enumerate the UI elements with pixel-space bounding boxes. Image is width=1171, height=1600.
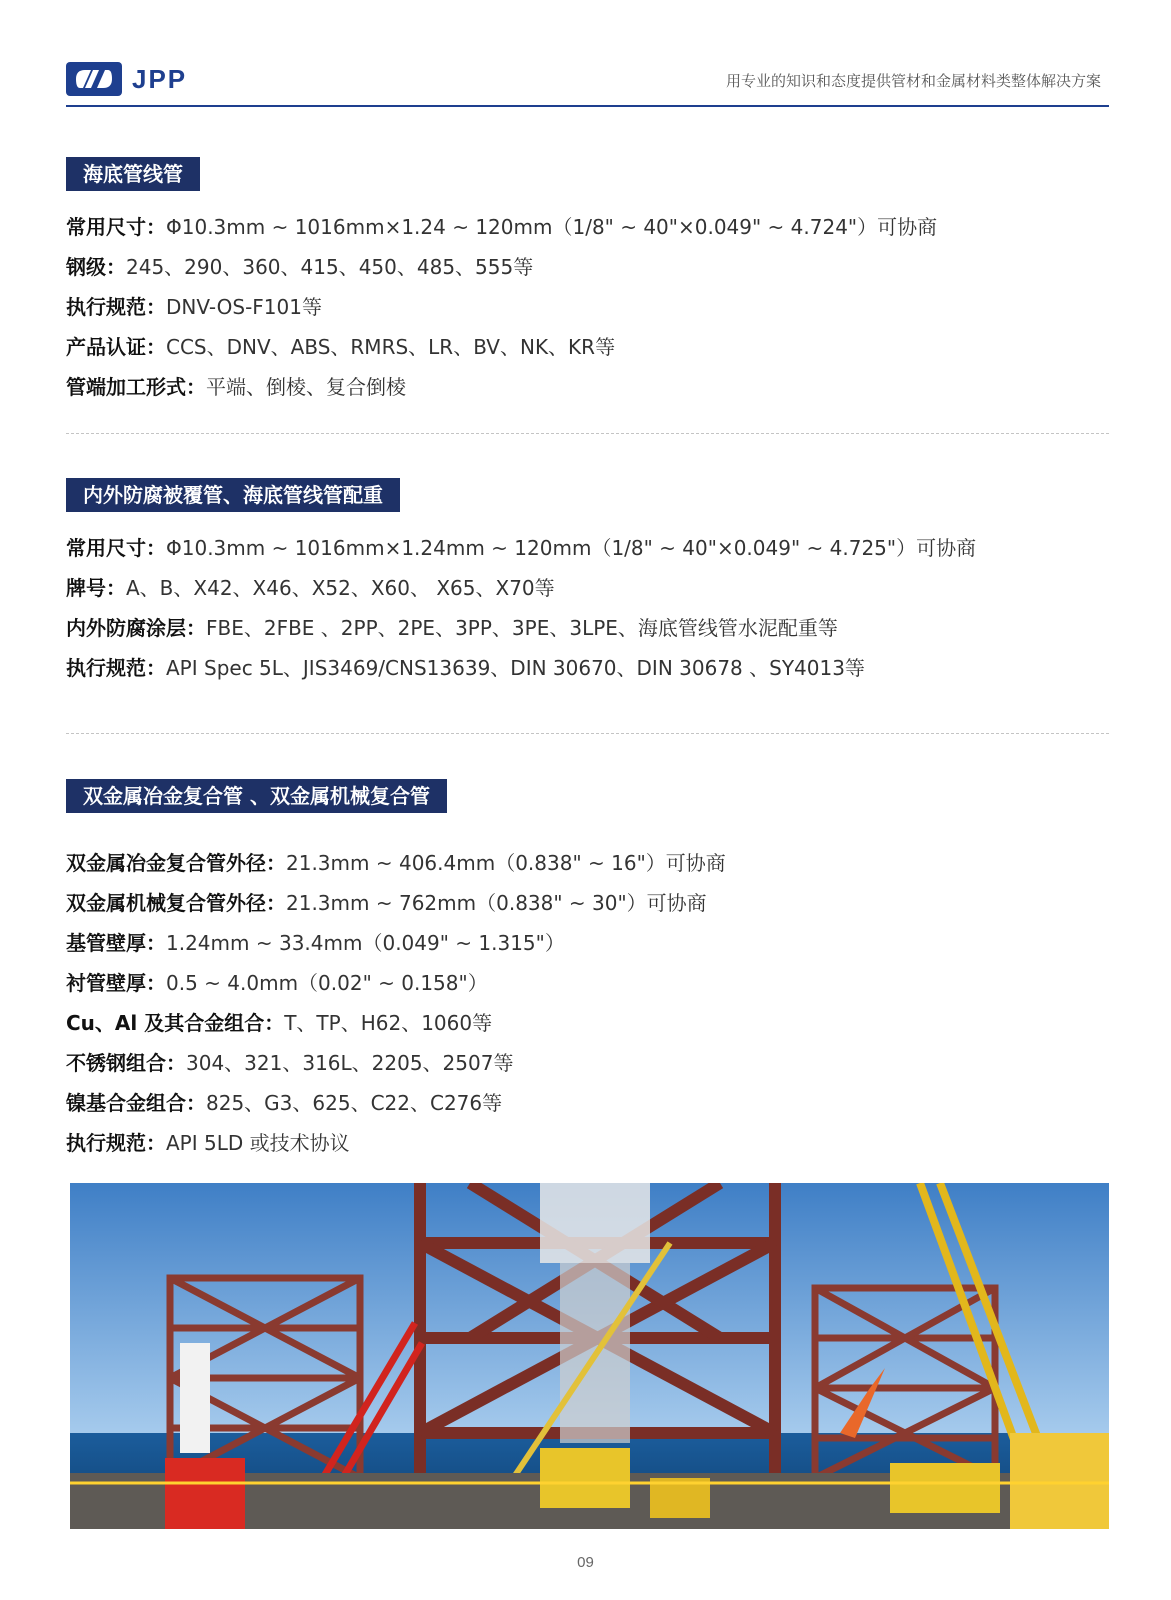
spec-value: API 5LD 或技术协议 bbox=[166, 1131, 350, 1155]
spec-key: Cu、Al 及其合金组合： bbox=[66, 1011, 285, 1035]
spec-value: 0.5 ~ 4.0mm（0.02" ~ 0.158"） bbox=[166, 971, 488, 995]
spec-key: 常用尺寸： bbox=[66, 215, 166, 239]
spec-value: 245、290、360、415、450、485、555等 bbox=[126, 255, 534, 279]
spec-line bbox=[66, 1003, 1109, 1043]
header-divider bbox=[66, 105, 1109, 107]
jpp-logo-icon bbox=[66, 62, 122, 96]
header-tagline: 用专业的知识和态度提供管材和金属材料类整体解决方案 bbox=[725, 72, 1101, 90]
section-title: 海底管线管 bbox=[66, 157, 200, 191]
section-title: 双金属冶金复合管 、双金属机械复合管 bbox=[66, 779, 447, 813]
spec-line bbox=[66, 963, 1109, 1003]
spec-line bbox=[66, 327, 1109, 367]
spec-value: 1.24mm ~ 33.4mm（0.049" ~ 1.315"） bbox=[166, 931, 565, 955]
spec-key: 不锈钢组合： bbox=[66, 1051, 186, 1075]
spec-value: A、B、X42、X46、X52、X60、 X65、X70等 bbox=[126, 576, 555, 600]
offshore-rig-photo bbox=[70, 1183, 1109, 1529]
spec-line bbox=[66, 1083, 1109, 1123]
logo-text: JPP bbox=[132, 63, 188, 94]
spec-value: Φ10.3mm ~ 1016mm×1.24mm ~ 120mm（1/8" ~ 40"×0.049" ~ 4.725"）可协商 bbox=[166, 536, 977, 560]
spec-value: CCS、DNV、ABS、RMRS、LR、BV、NK、KR等 bbox=[166, 335, 616, 359]
logo bbox=[66, 62, 187, 96]
spec-list bbox=[66, 528, 1109, 688]
section-bimetal-clad-pipe bbox=[66, 779, 1109, 1163]
spec-line bbox=[66, 528, 1109, 568]
spec-line bbox=[66, 568, 1109, 608]
spec-value: 平端、倒棱、复合倒棱 bbox=[206, 375, 406, 399]
spec-value: Φ10.3mm ~ 1016mm×1.24 ~ 120mm（1/8" ~ 40"×0.049" ~ 4.724"）可协商 bbox=[166, 215, 938, 239]
spec-key: 基管壁厚： bbox=[66, 931, 166, 955]
spec-key: 双金属机械复合管外径： bbox=[66, 891, 286, 915]
spec-key: 钢级： bbox=[66, 255, 126, 279]
spec-key: 牌号： bbox=[66, 576, 126, 600]
spec-value: 21.3mm ~ 762mm（0.838" ~ 30"）可协商 bbox=[286, 891, 707, 915]
section-divider bbox=[66, 433, 1109, 434]
spec-value: 21.3mm ~ 406.4mm（0.838" ~ 16"）可协商 bbox=[286, 851, 726, 875]
spec-list bbox=[66, 843, 1109, 1163]
spec-value: 825、G3、625、C22、C276等 bbox=[206, 1091, 503, 1115]
spec-key: 执行规范： bbox=[66, 295, 166, 319]
spec-key: 双金属冶金复合管外径： bbox=[66, 851, 286, 875]
spec-line bbox=[66, 287, 1109, 327]
spec-key: 管端加工形式： bbox=[66, 375, 206, 399]
section-title: 内外防腐被覆管、海底管线管配重 bbox=[66, 478, 400, 512]
spec-list bbox=[66, 207, 1109, 407]
spec-line bbox=[66, 367, 1109, 407]
spec-key: 镍基合金组合： bbox=[66, 1091, 206, 1115]
section-divider bbox=[66, 733, 1109, 734]
spec-key: 衬管壁厚： bbox=[66, 971, 166, 995]
spec-line bbox=[66, 1043, 1109, 1083]
spec-line bbox=[66, 207, 1109, 247]
spec-value: API Spec 5L、JIS3469/CNS13639、DIN 30670、DIN 30678 、SY4013等 bbox=[166, 656, 865, 680]
spec-value: T、TP、H62、1060等 bbox=[284, 1011, 493, 1035]
page-header bbox=[66, 58, 1109, 108]
spec-line bbox=[66, 843, 1109, 883]
spec-value: DNV-OS-F101等 bbox=[166, 295, 322, 319]
spec-line bbox=[66, 923, 1109, 963]
spec-line bbox=[66, 608, 1109, 648]
spec-value: FBE、2FBE 、2PP、2PE、3PP、3PE、3LPE、海底管线管水泥配重等 bbox=[206, 616, 838, 640]
spec-key: 内外防腐涂层： bbox=[66, 616, 206, 640]
section-subsea-pipeline bbox=[66, 157, 1109, 407]
spec-value: 304、321、316L、2205、2507等 bbox=[186, 1051, 514, 1075]
spec-line bbox=[66, 247, 1109, 287]
offshore-rig-illustration bbox=[70, 1183, 1109, 1529]
spec-line bbox=[66, 883, 1109, 923]
spec-line bbox=[66, 1123, 1109, 1163]
spec-line bbox=[66, 648, 1109, 688]
spec-key: 执行规范： bbox=[66, 656, 166, 680]
spec-key: 常用尺寸： bbox=[66, 536, 166, 560]
section-anticorrosion-coated-pipe bbox=[66, 478, 1109, 688]
page-number: 09 bbox=[577, 1554, 594, 1571]
spec-key: 产品认证： bbox=[66, 335, 166, 359]
spec-key: 执行规范： bbox=[66, 1131, 166, 1155]
